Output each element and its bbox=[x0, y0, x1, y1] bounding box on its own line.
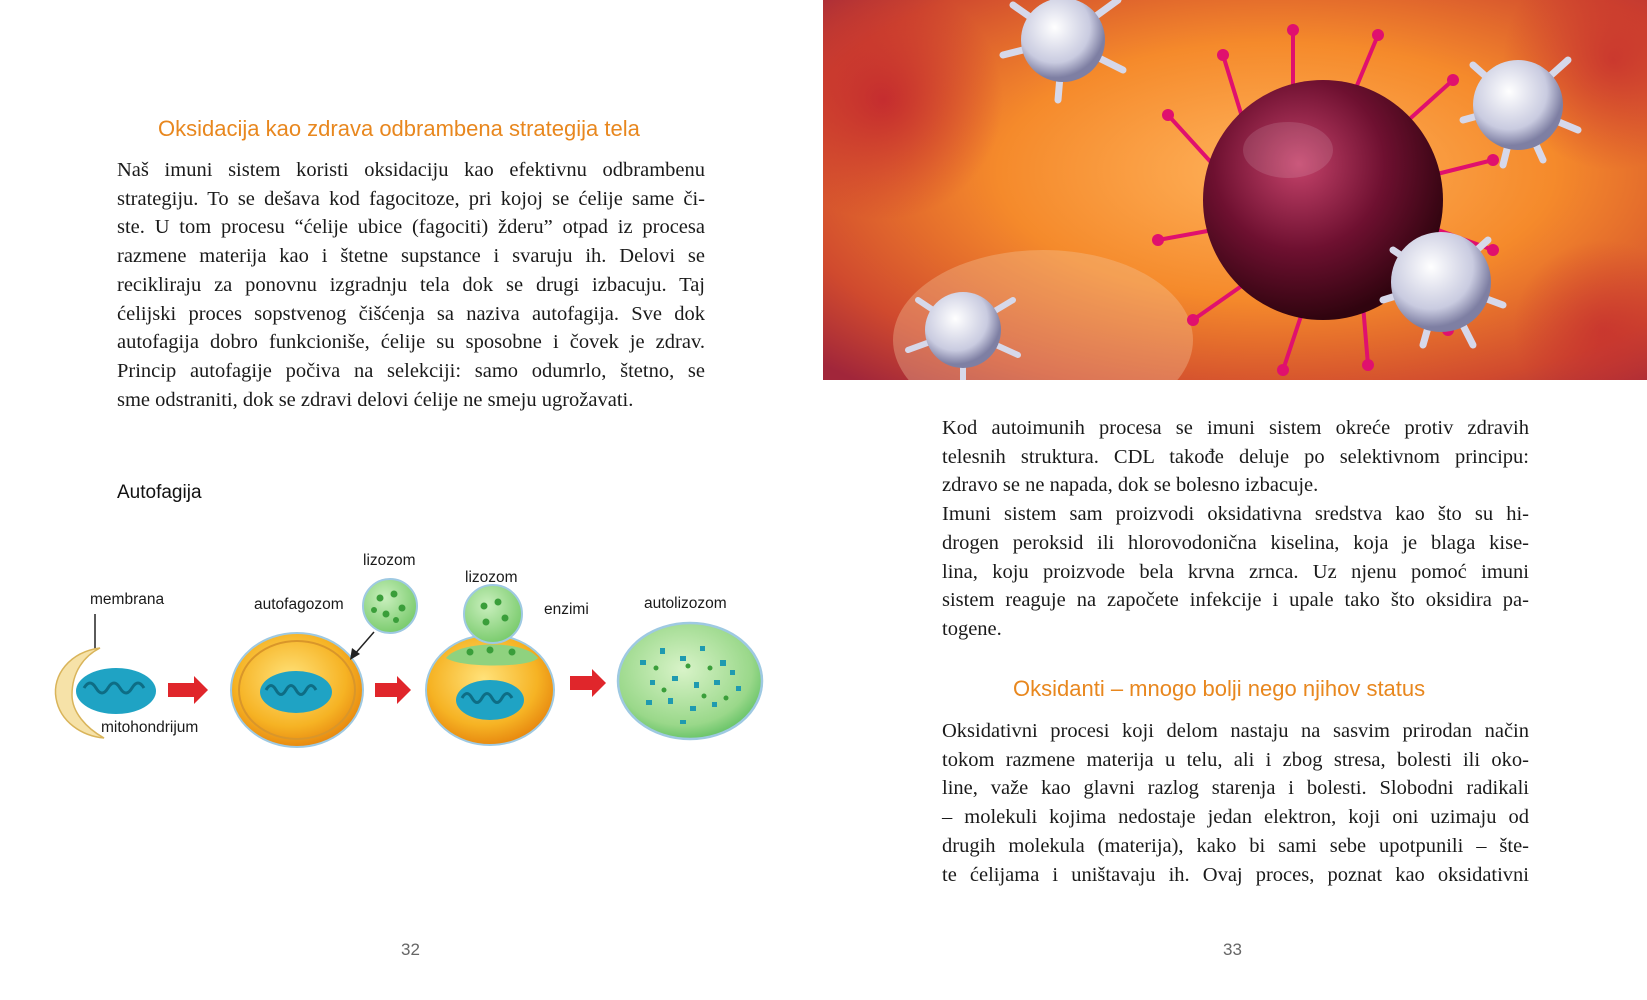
text-line: recikliraju za ponovnu izgradnju tela dok se drugi izbacuju. Taj bbox=[117, 273, 705, 296]
text-line: – molekuli kojima nedostaje jedan elektron, koji oni uzimaju od bbox=[942, 806, 1529, 829]
left-paragraph bbox=[117, 156, 705, 414]
arrow-2 bbox=[375, 676, 411, 704]
text-line: togene. bbox=[942, 617, 1002, 640]
label-lizozom-2: lizozom bbox=[465, 569, 518, 586]
label-membrana: membrana bbox=[90, 591, 165, 608]
text-line: line, važe kao glavni razlog starenja i bolesti. Slobodni radikali bbox=[942, 777, 1529, 800]
text-line: sme odstraniti, dok se zdravi delovi ćelije ne smeju ugrožavati. bbox=[117, 388, 634, 411]
right-paragraph-2 bbox=[942, 717, 1529, 889]
right-page bbox=[823, 0, 1647, 1000]
text-line: telesnih struktura. CDL takođe deluje po selektivnom principu: bbox=[942, 445, 1529, 468]
label-lizozom-1: lizozom bbox=[363, 552, 416, 569]
text-line: drogen peroksid ili hlorovodonična kiselina, koja je blaga kise- bbox=[942, 531, 1529, 554]
text-line: ste. U tom procesu “ćelije ubice (fagociti) žderu” otpad iz procesa bbox=[117, 216, 705, 239]
label-autofagozom: autofagozom bbox=[254, 596, 344, 613]
text-line: Princip autofagije počiva na selekciji: samo odumrlo, štetno, se bbox=[117, 359, 705, 382]
left-heading: Oksidacija kao zdrava odbrambena strategija tela bbox=[158, 116, 640, 141]
right-paragraph-1 bbox=[942, 414, 1529, 644]
text-line: Oksidativni procesi koji delom nastaju na sasvim prirodan način bbox=[942, 720, 1529, 742]
text-line: Kod autoimunih procesa se imuni sistem okreće protiv zdravih bbox=[942, 417, 1529, 439]
right-heading: Oksidanti – mnogo bolji nego njihov status bbox=[1013, 676, 1426, 701]
arrow-1 bbox=[168, 676, 208, 704]
text-line: strategiju. To se dešava kod fagocitoze, pri kojoj se ćelije same či- bbox=[117, 187, 705, 210]
page-number-left: 32 bbox=[401, 940, 420, 959]
text-line: Naš imuni sistem koristi oksidaciju kao efektivnu odbrambenu bbox=[117, 159, 705, 181]
left-page bbox=[0, 0, 823, 1000]
arrow-3 bbox=[570, 669, 606, 697]
immune-cells-illustration bbox=[823, 0, 1647, 380]
page-number-right: 33 bbox=[1223, 940, 1242, 959]
text-line: tokom razmene materija u telu, ali i zbog stresa, bolesti ili oko- bbox=[942, 748, 1529, 771]
figure-title: Autofagija bbox=[117, 482, 202, 503]
autophagy-diagram bbox=[0, 540, 823, 780]
text-line: autofagija dobro funkcioniše, ćelije su sposobne i čovek je zdrav. bbox=[117, 331, 705, 354]
label-autolizozom: autolizozom bbox=[644, 595, 727, 612]
text-line: drugih molekula (materija), kako bi sami sebe upotpunili – šte- bbox=[942, 834, 1529, 857]
stage-autolysosome bbox=[618, 623, 762, 739]
text-line: te ćelijama i uništavaju ih. Ovaj proces, poznat kao oksidativni bbox=[942, 863, 1529, 886]
text-line: ćelijski proces sopstvenog čišćenja sa naziva autofagija. Sve dok bbox=[117, 302, 705, 325]
text-line: zdravo se ne napada, dok se bolesno izbacuje. bbox=[942, 474, 1319, 497]
text-line: lina, koju proizvode bela krvna zrnca. Uz njenu pomoć imuni bbox=[942, 560, 1529, 583]
stage-fusion bbox=[426, 585, 554, 745]
text-line: Imuni sistem sam proizvodi oksidativna sredstva kao što su hi- bbox=[942, 503, 1529, 526]
label-mitohondrijum: mitohondrijum bbox=[101, 719, 199, 736]
label-enzimi: enzimi bbox=[544, 601, 589, 618]
text-line: razmene materija kao i štetne supstance i svaruju ih. Delovi se bbox=[117, 245, 705, 268]
text-line: sistem reaguje na započete infekcije i upale tako što oksidira pa- bbox=[942, 589, 1529, 612]
